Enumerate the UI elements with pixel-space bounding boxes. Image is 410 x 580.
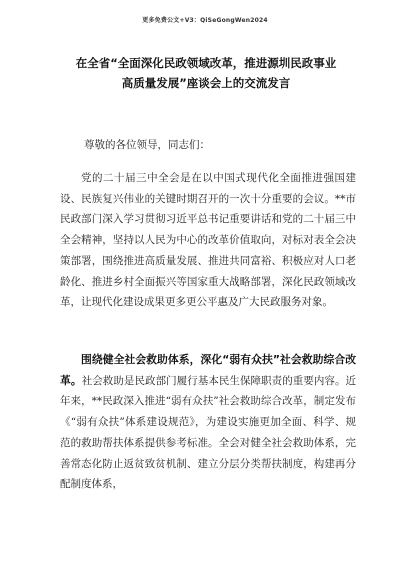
header-note: 更多免费公文+V3：QiSeGongWen2024 <box>142 17 268 24</box>
body-paragraph <box>60 168 356 313</box>
document-title: 在全省“全面深化民政领域改革，推进源圳民政事业高质量发展”座谈会上的交流发言 <box>75 56 337 90</box>
salutation: 尊敬的各位领导，同志们： <box>84 139 210 151</box>
paragraph-lead: 围绕健全社会救助体系，深化“弱有众扶”社会救助综合改革。 <box>60 353 356 387</box>
paragraph-text: 党的二十届三中全会是在以中国式现代化全面推进强国建设、民族复兴伟业的关键时期召开的一次十分重要的会议。**市民政部门深入学习贯彻习近平总书记重要讲话和党的二十届三中全会精神，坚持以人民为中心的改革价值取向，对标对表全会决策部署，围绕推进高质量发展、推进共同富裕、积极应对人口老龄化、推进乡村全面振兴等国家重大战略部署，深化民政领域改革，让现代化建设成果更多更公平惠及广大民政服务对象。 <box>60 172 356 309</box>
paragraph-text: 社会救助是民政部门履行基本民生保障职责的重要内容。近年来，**民政深入推进“弱有众扶”社会救助综合改革，制定发布《“弱有众扶”体系建设规范》，为建设实施更加全面、科学、规范的救助帮扶体系提供参考标准。全会对健全社会救助体系，完善常态化防止返贫致贫机制、建立分层分类帮扶制度，构建再分配制度体系， <box>60 374 357 491</box>
body-paragraph <box>60 350 356 495</box>
